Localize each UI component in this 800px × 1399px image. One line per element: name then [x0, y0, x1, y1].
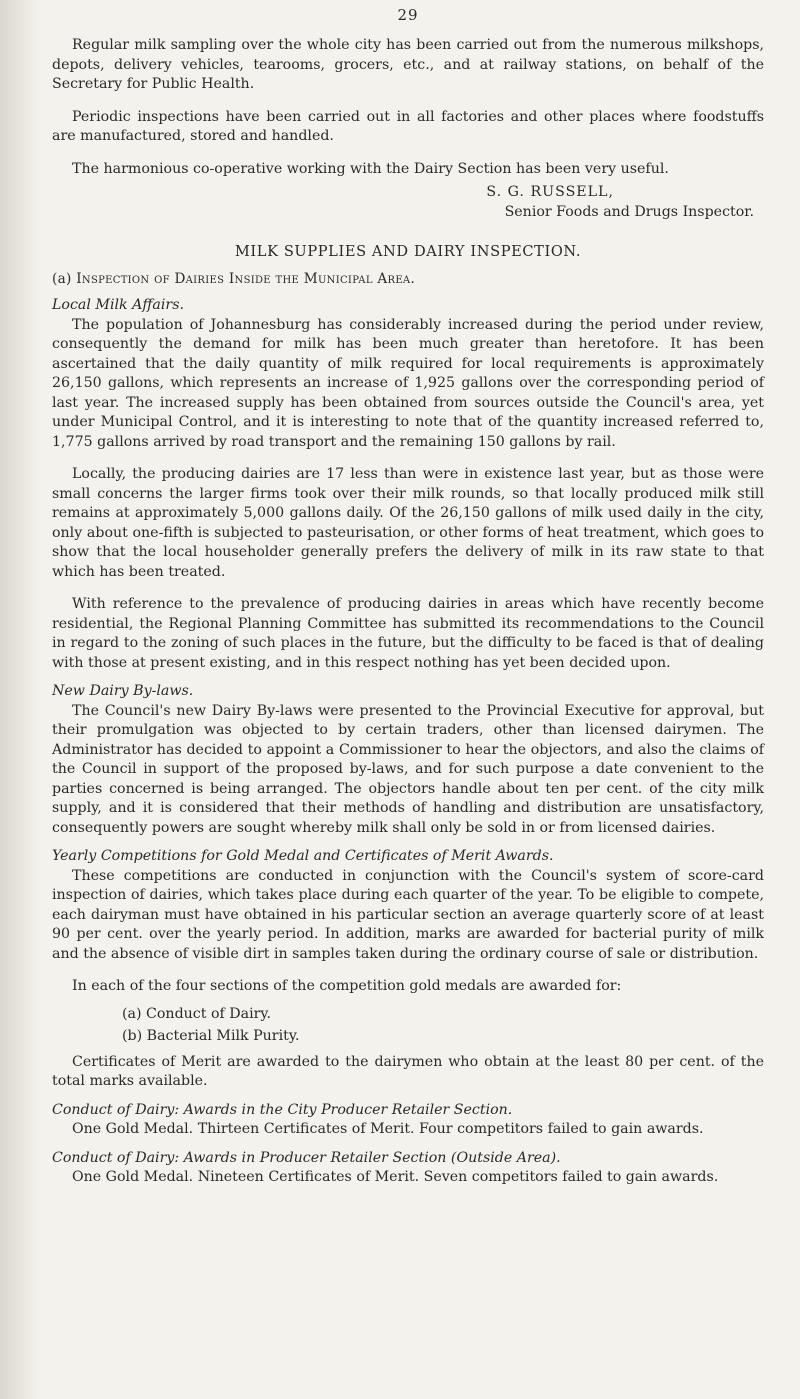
- paragraph: The harmonious co-operative working with the Dairy Section has been very useful.: [72, 160, 669, 177]
- paragraph: The population of Johannesburg has considerably increased during the period under review, consequently the demand for milk has been much greater than heretofore. It has been ascertained that the daily quantity of milk required for local requirements is approximately 26,150 gallons, which represents an increase of 1,925 gallons over the corresponding period of last year. The increased supply has been obtained from sources outside the Council's area, yet under Municipal Control, and it is interesting to note that of the quantity increased referred to, 1,775 gallons arrived by road transport and the remaining 150 gallons by rail.: [52, 316, 764, 450]
- subsection-heading: [52, 271, 764, 287]
- paragraph: One Gold Medal. Nineteen Certificates of Merit. Seven competitors failed to gain awards.: [72, 1169, 719, 1185]
- paragraph: In each of the four sections of the competition gold medals are awarded for:: [72, 978, 622, 994]
- list-item: (a) Conduct of Dairy.: [122, 1005, 272, 1022]
- paragraph: Periodic inspections have been carried out in all factories and other places where foodstuffs are manufactured, stored and handled.: [52, 108, 764, 144]
- subsection-label: (a): [52, 271, 72, 287]
- document-page: [52, 6, 764, 1188]
- heading-competitions: Yearly Competitions for Gold Medal and Certificates of Merit Awards.: [52, 848, 554, 864]
- signature-title: Senior Foods and Drugs Inspector.: [504, 203, 754, 220]
- paragraph: Regular milk sampling over the whole city has been carried out from the numerous milkshops, depots, delivery vehicles, tearooms, grocers, etc., and at railway stations, on behalf of the Secretary for Public Health.: [52, 37, 764, 92]
- paragraph: Certificates of Merit are awarded to the dairymen who obtain at the least 80 per cent. of the total marks available.: [52, 1053, 764, 1089]
- heading-local-milk: Local Milk Affairs.: [52, 297, 184, 313]
- subsection-title: Inspection of Dairies Inside the Municipal Area.: [76, 271, 416, 287]
- paragraph: The Council's new Dairy By-laws were presented to the Provincial Executive for approval, but their promulgation was objected to by certain traders, other than licensed dairymen. The Administrator has decided to appoint a Commissioner to hear the objectors, and also the claims of the Council in support of the proposed by-laws, and for such purpose a date convenient to the parties concerned is being arranged. The objectors handle about ten per cent. of the city milk supply, and it is considered that their methods of handling and distribution are unsatisfactory, consequently powers are sought whereby milk shall only be sold in or from licensed dairies.: [52, 702, 764, 836]
- paragraph: With reference to the prevalence of producing dairies in areas which have recently become residential, the Regional Planning Committee has submitted its recommendations to the Council in regard to the zoning of such places in the future, but the difficulty to be faced is that of dealing with those at present existing, and in this respect nothing has yet been decided upon.: [52, 596, 764, 671]
- paragraph: Locally, the producing dairies are 17 less than were in existence last year, but as those were small concerns the larger firms took over their milk rounds, so that locally produced milk still remains at approximately 5,000 gallons daily. Of the 26,150 gallons of milk used daily in the city, only about one-fifth is subjected to pasteurisation, or other forms of heat treatment, which goes to show that the local householder generally prefers the delivery of milk in its raw state to that which has been treated.: [52, 466, 764, 580]
- paragraph: These competitions are conducted in conjunction with the Council's system of score-card inspection of dairies, which takes place during each quarter of the year. To be eligible to compete, each dairyman must have obtained in his particular section an average quarterly score of at least 90 per cent. over the yearly period. In addition, marks are awarded for bacterial purity of milk and the absence of visible dirt in samples taken during the ordinary course of sale or distribution.: [52, 867, 764, 962]
- heading-conduct-city: Conduct of Dairy: Awards in the City Producer Retailer Section.: [52, 1101, 513, 1118]
- scan-edge-shadow: [0, 0, 38, 1399]
- heading-bylaws: New Dairy By-laws.: [52, 683, 194, 699]
- page-number: 29: [397, 6, 419, 24]
- signature-name: S. G. RUSSELL,: [486, 184, 614, 200]
- heading-conduct-outside: Conduct of Dairy: Awards in Producer Retailer Section (Outside Area).: [52, 1149, 561, 1166]
- award-list: [52, 1003, 764, 1047]
- list-item: (b) Bacterial Milk Purity.: [122, 1027, 300, 1044]
- section-title: MILK SUPPLIES AND DAIRY INSPECTION.: [234, 243, 582, 260]
- paragraph: One Gold Medal. Thirteen Certificates of Merit. Four competitors failed to gain awards.: [72, 1121, 704, 1137]
